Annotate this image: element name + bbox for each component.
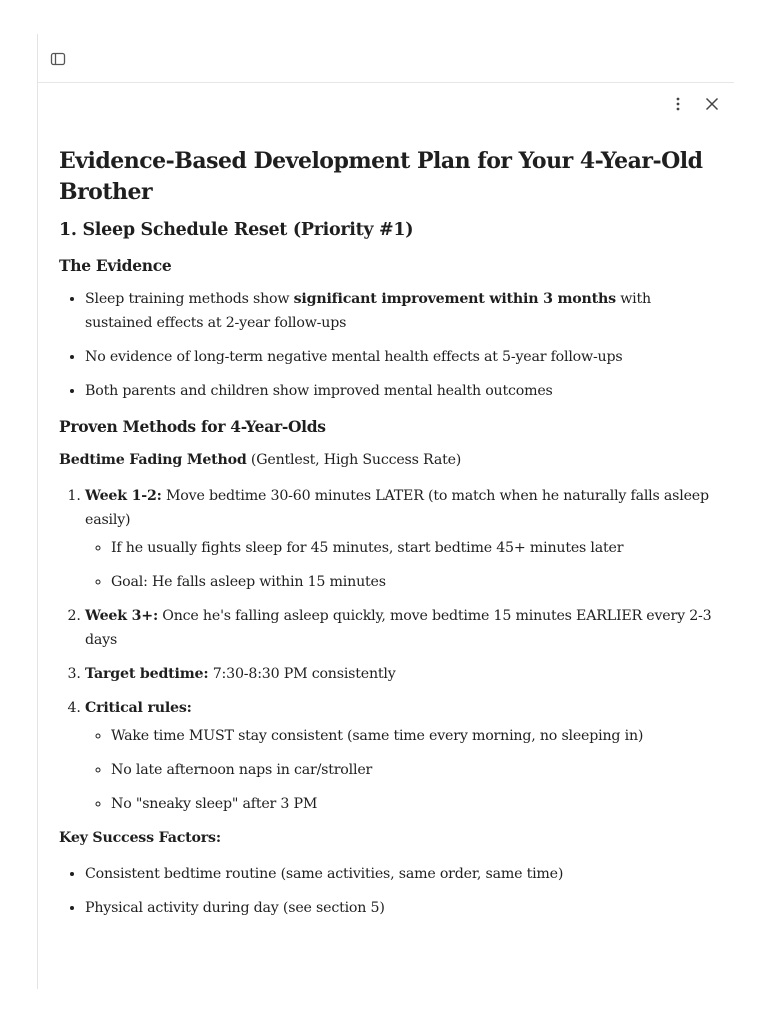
panel-top-bar xyxy=(38,34,734,83)
step-label: Week 3+: xyxy=(85,608,158,624)
step-label: Target bedtime: xyxy=(85,666,209,682)
sidebar-toggle-icon[interactable] xyxy=(50,51,66,67)
step-item xyxy=(85,696,720,816)
step-label: Critical rules: xyxy=(85,700,192,716)
evidence-list xyxy=(59,287,720,403)
sublist-item: ◦ No "sneaky sleep" after 3 PM xyxy=(111,792,720,816)
step-sublist xyxy=(85,724,720,816)
step-item xyxy=(85,604,720,652)
step-text: Move bedtime 30-60 minutes LATER (to match when he naturally falls asleep easily) xyxy=(85,488,709,528)
subheading-methods: Proven Methods for 4-Year-Olds xyxy=(59,417,326,436)
list-item: • Physical activity during day (see section 5) xyxy=(85,896,720,920)
list-item-emphasis: significant improvement within 3 months xyxy=(293,291,616,307)
step-item xyxy=(85,662,720,686)
sublist-item: ◦ If he usually fights sleep for 45 minutes, start bedtime 45+ minutes later xyxy=(111,536,720,560)
subheading-evidence: The Evidence xyxy=(59,256,172,275)
sublist-item: ◦ Goal: He falls asleep within 15 minutes xyxy=(111,570,720,594)
list-item-text: No evidence of long-term negative mental health effects at 5-year follow-ups xyxy=(85,349,623,365)
panel-actions xyxy=(668,94,722,114)
list-item xyxy=(85,345,720,369)
key-factors-label: Key Success Factors: xyxy=(59,830,221,846)
step-text: 7:30-8:30 PM consistently xyxy=(208,666,396,682)
list-item-text: Sleep training methods show xyxy=(85,291,294,307)
list-item-text: with sustained effects at 2-year follow-ups xyxy=(85,291,651,331)
key-factors-list xyxy=(59,862,720,920)
step-text: Once he's falling asleep quickly, move bedtime 15 minutes EARLIER every 2-3 days xyxy=(85,608,712,648)
step-label: Week 1-2: xyxy=(85,488,162,504)
list-item-text: Both parents and children show improved mental health outcomes xyxy=(85,383,553,399)
document-panel xyxy=(37,34,734,989)
document-title: Evidence-Based Development Plan for Your 4-Year-Old Brother xyxy=(59,148,703,205)
list-item xyxy=(85,287,720,335)
list-item: • Consistent bedtime routine (same activities, same order, same time) xyxy=(85,862,720,886)
method-title xyxy=(59,448,720,472)
steps-list xyxy=(59,484,720,816)
step-sublist xyxy=(85,536,720,594)
more-vertical-icon[interactable] xyxy=(668,94,688,114)
method-note: (Gentlest, High Success Rate) xyxy=(246,452,462,468)
list-item xyxy=(85,379,720,403)
step-item xyxy=(85,484,720,594)
sublist-item: ◦ No late afternoon naps in car/stroller xyxy=(111,758,720,782)
section-heading-sleep: 1. Sleep Schedule Reset (Priority #1) xyxy=(59,220,414,240)
close-icon[interactable] xyxy=(702,94,722,114)
sublist-item: ◦ Wake time MUST stay consistent (same time every morning, no sleeping in) xyxy=(111,724,720,748)
key-factors-heading xyxy=(59,826,720,850)
document-content xyxy=(59,146,720,930)
method-name: Bedtime Fading Method xyxy=(59,452,247,468)
